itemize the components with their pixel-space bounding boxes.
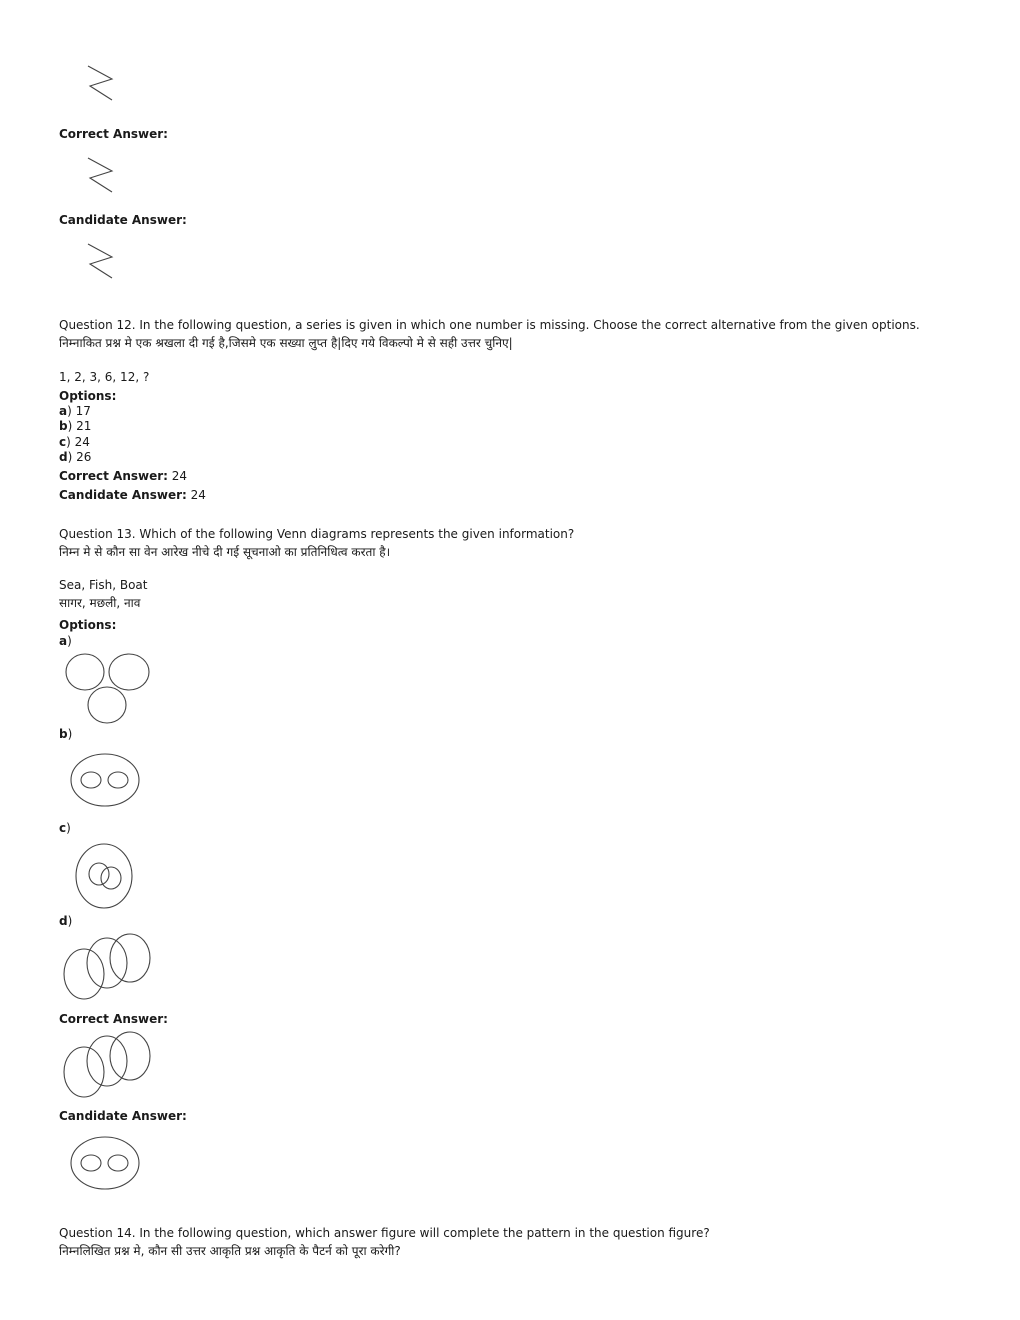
q12-option-c: c) 24: [59, 435, 90, 449]
q12-correct-answer: [59, 469, 187, 484]
q12-options-label: Options:: [59, 389, 117, 403]
option-letter: a: [59, 634, 68, 648]
three-separate-circles-venn-icon: [60, 650, 155, 726]
three-chained-circles-venn-icon: [60, 930, 156, 1004]
option-letter: c: [59, 821, 67, 835]
zigzag-figure-icon: [84, 156, 118, 196]
q12-question-english: Question 12. In the following question, a series is given in which one number is missing. Choose the correct alternative from the given options.: [59, 318, 920, 332]
q14-question-hindi: निम्नलिखित प्रश्न मे, कौन सी उत्तर आकृति प्रश्न आकृति के पैटर्न को पूरा करेगी?: [59, 1244, 401, 1258]
option-letter: b: [59, 419, 68, 433]
q13-option-d: d): [59, 914, 73, 928]
q13-option-c: c): [59, 821, 71, 835]
two-overlapping-circles-inside-circle-venn-icon: [70, 840, 136, 912]
option-letter: d: [59, 914, 68, 928]
option-letter: a: [59, 404, 68, 418]
q13-correct-answer-label: Correct Answer:: [59, 1012, 168, 1026]
q14-question-english: Question 14. In the following question, which answer figure will complete the pattern in the question figure?: [59, 1226, 710, 1240]
two-circles-inside-circle-venn-icon: [66, 750, 144, 810]
candidate-answer-value: 24: [190, 488, 206, 502]
q13-candidate-answer-label: Candidate Answer:: [59, 1109, 187, 1123]
option-value: 26: [76, 450, 92, 464]
q13-items-english: Sea, Fish, Boat: [59, 578, 148, 592]
option-value: 21: [76, 419, 92, 433]
correct-answer-label: Correct Answer:: [59, 127, 168, 141]
option-letter: c: [59, 435, 67, 449]
q12-question-hindi: निम्नाकित प्रश्न मे एक श्रखला दी गई है,जिसमे एक सख्या लुप्त है|दिए गये विकल्पो मे से सही उत्तर चुनिए|: [59, 336, 513, 350]
zigzag-figure-icon: [84, 242, 118, 282]
q12-option-d: d) 26: [59, 450, 92, 464]
zigzag-figure-icon: [84, 64, 118, 104]
q13-option-b: b): [59, 727, 73, 741]
option-letter: d: [59, 450, 68, 464]
q12-series: 1, 2, 3, 6, 12, ?: [59, 370, 150, 384]
q12-option-b: b) 21: [59, 419, 92, 433]
three-chained-circles-venn-icon: [60, 1028, 156, 1102]
q13-items-hindi: सागर, मछली, नाव: [59, 596, 141, 610]
two-circles-inside-circle-venn-icon: [66, 1133, 144, 1193]
correct-answer-label: Correct Answer:: [59, 469, 168, 483]
q12-candidate-answer: [59, 488, 206, 503]
option-value: 24: [74, 435, 90, 449]
candidate-answer-label: Candidate Answer:: [59, 488, 187, 502]
q13-question-hindi: निम्न मे से कौन सा वेन आरेख नीचे दी गई सूचनाओ का प्रतिनिधित्व करता है।: [59, 545, 391, 559]
q12-option-a: a) 17: [59, 404, 91, 418]
option-letter: b: [59, 727, 68, 741]
option-value: 17: [75, 404, 91, 418]
q13-option-a: a): [59, 634, 72, 648]
q13-question-english: Question 13. Which of the following Venn diagrams represents the given information?: [59, 527, 575, 541]
q13-options-label: Options:: [59, 618, 117, 632]
correct-answer-value: 24: [171, 469, 188, 483]
candidate-answer-label: Candidate Answer:: [59, 213, 187, 227]
